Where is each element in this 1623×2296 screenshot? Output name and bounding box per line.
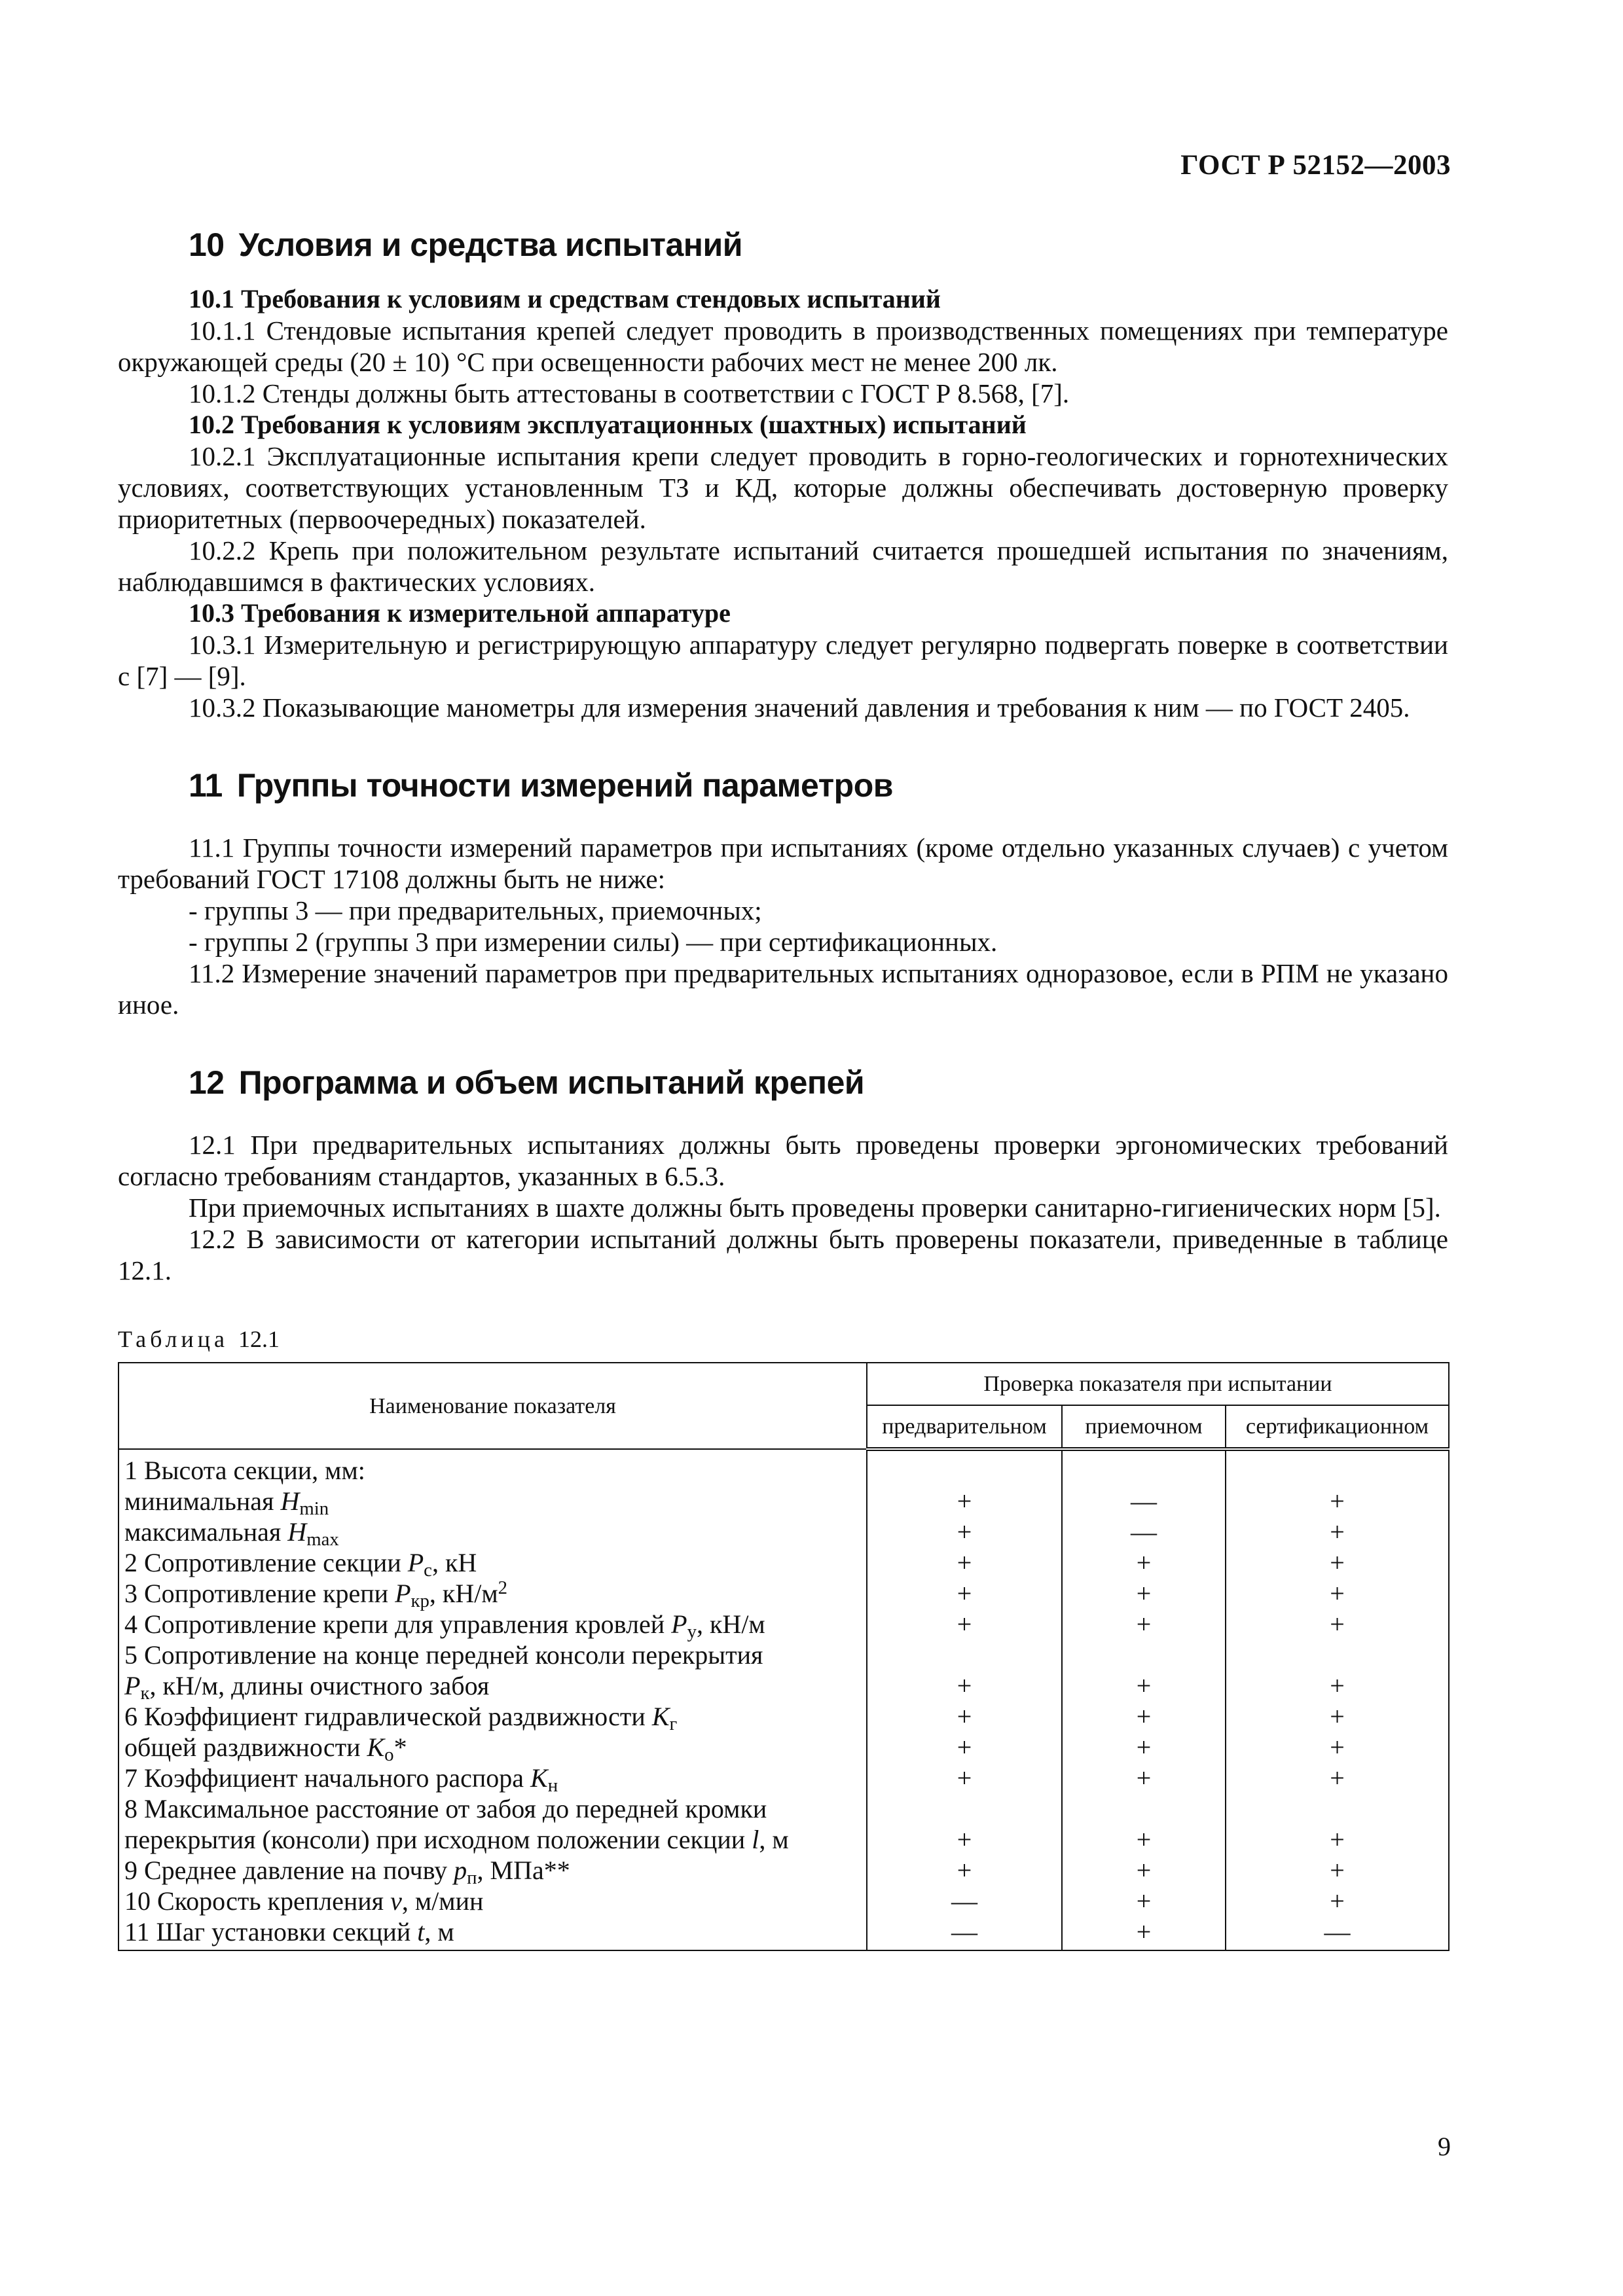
cell-mark: + bbox=[1226, 1824, 1449, 1855]
cell-mark: + bbox=[1226, 1763, 1449, 1793]
document-code: ГОСТ Р 52152—2003 bbox=[1180, 150, 1451, 181]
cell-mark: + bbox=[867, 1763, 1062, 1793]
column-header-name: Наименование показателя bbox=[119, 1363, 867, 1449]
cell-mark: + bbox=[1062, 1609, 1226, 1640]
cell-mark: + bbox=[1062, 1732, 1226, 1763]
table-row bbox=[119, 1886, 1449, 1916]
table-row bbox=[119, 1824, 1449, 1855]
paragraph-12-2: 12.2 В зависимости от категории испытаний должны быть проверены показатели, приведенные в таблице 12.1. bbox=[118, 1224, 1448, 1285]
paragraph-10-1-1: 10.1.1 Стендовые испытания крепей следует проводить в производственных помещениях при температуре окружающей среды (20 ± 10) °С при освещенности рабочих мест не менее 200 лк. bbox=[118, 315, 1448, 377]
column-header-preliminary: предварительном bbox=[867, 1405, 1062, 1449]
cell-mark: + bbox=[867, 1670, 1062, 1701]
row-name: 4 Сопротивление крепи для управления кровлей $P_у$, кН/м bbox=[119, 1609, 867, 1640]
cell-mark: + bbox=[1062, 1886, 1226, 1916]
table-caption-number: 12.1 bbox=[238, 1326, 280, 1352]
list-item: - группы 3 — при предварительных, приемочных; bbox=[189, 895, 762, 925]
cell-mark: + bbox=[1062, 1855, 1226, 1886]
cell-mark: — bbox=[867, 1916, 1062, 1950]
section-10-heading bbox=[118, 226, 1448, 264]
cell-mark: + bbox=[1226, 1547, 1449, 1578]
table-row bbox=[119, 1547, 1449, 1578]
table-row bbox=[119, 1486, 1449, 1516]
column-header-certification: сертификационном bbox=[1226, 1405, 1449, 1449]
section-number: 10 bbox=[189, 226, 225, 263]
page-number: 9 bbox=[1438, 2132, 1451, 2161]
cell-mark: + bbox=[1226, 1670, 1449, 1701]
row-name: общей раздвижности $K_о*$ bbox=[119, 1732, 867, 1763]
section-number: 12 bbox=[189, 1064, 225, 1101]
paragraph-10-1-2: 10.1.2 Стенды должны быть аттестованы в соответствии с ГОСТ Р 8.568, [7]. bbox=[189, 378, 1070, 408]
subsection-10-1-title: 10.1 Требования к условиям и средствам стендовых испытаний bbox=[189, 284, 941, 314]
cell-mark: + bbox=[1062, 1547, 1226, 1578]
table-row bbox=[119, 1793, 1449, 1824]
cell-mark: + bbox=[867, 1578, 1062, 1609]
page-content bbox=[118, 226, 1448, 1951]
table-row bbox=[119, 1916, 1449, 1950]
cell-mark: + bbox=[1062, 1578, 1226, 1609]
cell-mark: + bbox=[867, 1855, 1062, 1886]
cell-mark: + bbox=[867, 1824, 1062, 1855]
section-title: Условия и средства испытаний bbox=[238, 226, 742, 263]
cell-mark: — bbox=[867, 1886, 1062, 1916]
cell-mark: + bbox=[1226, 1486, 1449, 1516]
row-name: 9 Среднее давление на почву $p_п$, МПа** bbox=[119, 1855, 867, 1886]
table-row bbox=[119, 1763, 1449, 1793]
cell-mark: + bbox=[1062, 1701, 1226, 1732]
table-row bbox=[119, 1670, 1449, 1701]
paragraph-10-2-1: 10.2.1 Эксплуатационные испытания крепи следует проводить в горно-геологических и горнотехнических условиях, соответствующих установленным ТЗ и КД, которые должны обеспечивать достоверную проверку приоритетных (первоочередных) показателей. bbox=[118, 441, 1448, 534]
table-row bbox=[119, 1732, 1449, 1763]
section-number: 11 bbox=[189, 767, 223, 804]
cell-mark: + bbox=[1226, 1701, 1449, 1732]
subsection-10-2-title: 10.2 Требования к условиям эксплуатационных (шахтных) испытаний bbox=[189, 410, 1027, 439]
cell-mark: + bbox=[867, 1609, 1062, 1640]
cell-mark: — bbox=[1062, 1516, 1226, 1547]
cell-mark: + bbox=[867, 1516, 1062, 1547]
row-name: 10 Скорость крепления v, м/мин bbox=[119, 1886, 867, 1916]
section-title: Программа и объем испытаний крепей bbox=[238, 1064, 865, 1101]
table-caption bbox=[118, 1325, 1448, 1353]
row-name: 6 Коэффициент гидравлической раздвижности $K_г$ bbox=[119, 1701, 867, 1732]
paragraph-11-1: 11.1 Группы точности измерений параметров при испытаниях (кроме отдельно указанных случаев) с учетом требований ГОСТ 17108 должны быть не ниже: bbox=[118, 833, 1448, 894]
cell-mark: + bbox=[1226, 1886, 1449, 1916]
cell-mark: + bbox=[867, 1547, 1062, 1578]
paragraph-12-1-b: При приемочных испытаниях в шахте должны быть проведены проверки санитарно-гигиенических норм [5]. bbox=[189, 1193, 1441, 1223]
table-caption-word: Таблица bbox=[118, 1326, 228, 1352]
row-name: 8 Максимальное расстояние от забоя до передней кромки bbox=[119, 1793, 867, 1824]
cell-mark: + bbox=[1226, 1609, 1449, 1640]
section-title: Группы точности измерений параметров bbox=[236, 767, 894, 804]
row-name: 2 Сопротивление секции $P_с$, кН bbox=[119, 1547, 867, 1578]
column-header-acceptance: приемочном bbox=[1062, 1405, 1226, 1449]
row-name: 1 Высота секции, мм: bbox=[119, 1449, 867, 1486]
cell-mark: + bbox=[1062, 1763, 1226, 1793]
paragraph-10-3-1: 10.3.1 Измерительную и регистрирующую аппаратуру следует регулярно подвергать поверке в соответствии с [7] — [9]. bbox=[118, 630, 1448, 691]
cell-mark: + bbox=[1062, 1824, 1226, 1855]
paragraph-10-3-2: 10.3.2 Показывающие манометры для измерения значений давления и требования к ним — по ГОСТ 2405. bbox=[189, 692, 1410, 723]
row-name: максимальная $H_{max}$ bbox=[119, 1516, 867, 1547]
cell-mark: + bbox=[867, 1486, 1062, 1516]
cell-mark: — bbox=[1226, 1916, 1449, 1950]
paragraph-12-1: 12.1 При предварительных испытаниях должны быть проведены проверки эргономических требований согласно требованиям стандартов, указанных в 6.5.3. bbox=[118, 1130, 1448, 1191]
table-row bbox=[119, 1516, 1449, 1547]
row-name: перекрытия (консоли) при исходном положении секции l, м bbox=[119, 1824, 867, 1855]
cell-mark: + bbox=[1226, 1732, 1449, 1763]
cell-mark: + bbox=[1226, 1855, 1449, 1886]
paragraph-10-2-2: 10.2.2 Крепь при положительном результате испытаний считается прошедшей испытания по значениям, наблюдавшимся в фактических условиях. bbox=[118, 535, 1448, 597]
table-row bbox=[119, 1578, 1449, 1609]
cell-mark: + bbox=[1226, 1516, 1449, 1547]
row-name: 7 Коэффициент начального распора $K_н$ bbox=[119, 1763, 867, 1793]
table-row bbox=[119, 1855, 1449, 1886]
table-row bbox=[119, 1609, 1449, 1640]
cell-mark: + bbox=[867, 1732, 1062, 1763]
cell-mark: — bbox=[1062, 1486, 1226, 1516]
table-row bbox=[119, 1449, 1449, 1486]
cell-mark: + bbox=[1062, 1670, 1226, 1701]
row-name: минимальная $H_{min}$ bbox=[119, 1486, 867, 1516]
table-12-1 bbox=[118, 1362, 1450, 1951]
cell-mark: + bbox=[1226, 1578, 1449, 1609]
paragraph-11-2: 11.2 Измерение значений параметров при предварительных испытаниях одноразовое, если в РПМ не указано иное. bbox=[118, 958, 1448, 1020]
list-item: - группы 2 (группы 3 при измерении силы) — при сертификационных. bbox=[189, 927, 998, 957]
row-name: 11 Шаг установки секций t, м bbox=[119, 1916, 867, 1950]
section-12-heading bbox=[118, 1064, 1448, 1102]
cell-mark: + bbox=[867, 1701, 1062, 1732]
subsection-10-3-title: 10.3 Требования к измерительной аппаратуре bbox=[189, 598, 731, 628]
cell-mark: + bbox=[1062, 1916, 1226, 1950]
section-11-heading bbox=[118, 766, 1448, 804]
column-group-header: Проверка показателя при испытании bbox=[867, 1363, 1449, 1405]
table-row bbox=[119, 1640, 1449, 1670]
row-name: 3 Сопротивление крепи $P_{кр}$, $кН/м^2$ bbox=[119, 1578, 867, 1609]
row-name: $P_к$, кН/м, длины очистного забоя bbox=[119, 1670, 867, 1701]
table-row bbox=[119, 1701, 1449, 1732]
row-name: 5 Сопротивление на конце передней консоли перекрытия bbox=[119, 1640, 867, 1670]
